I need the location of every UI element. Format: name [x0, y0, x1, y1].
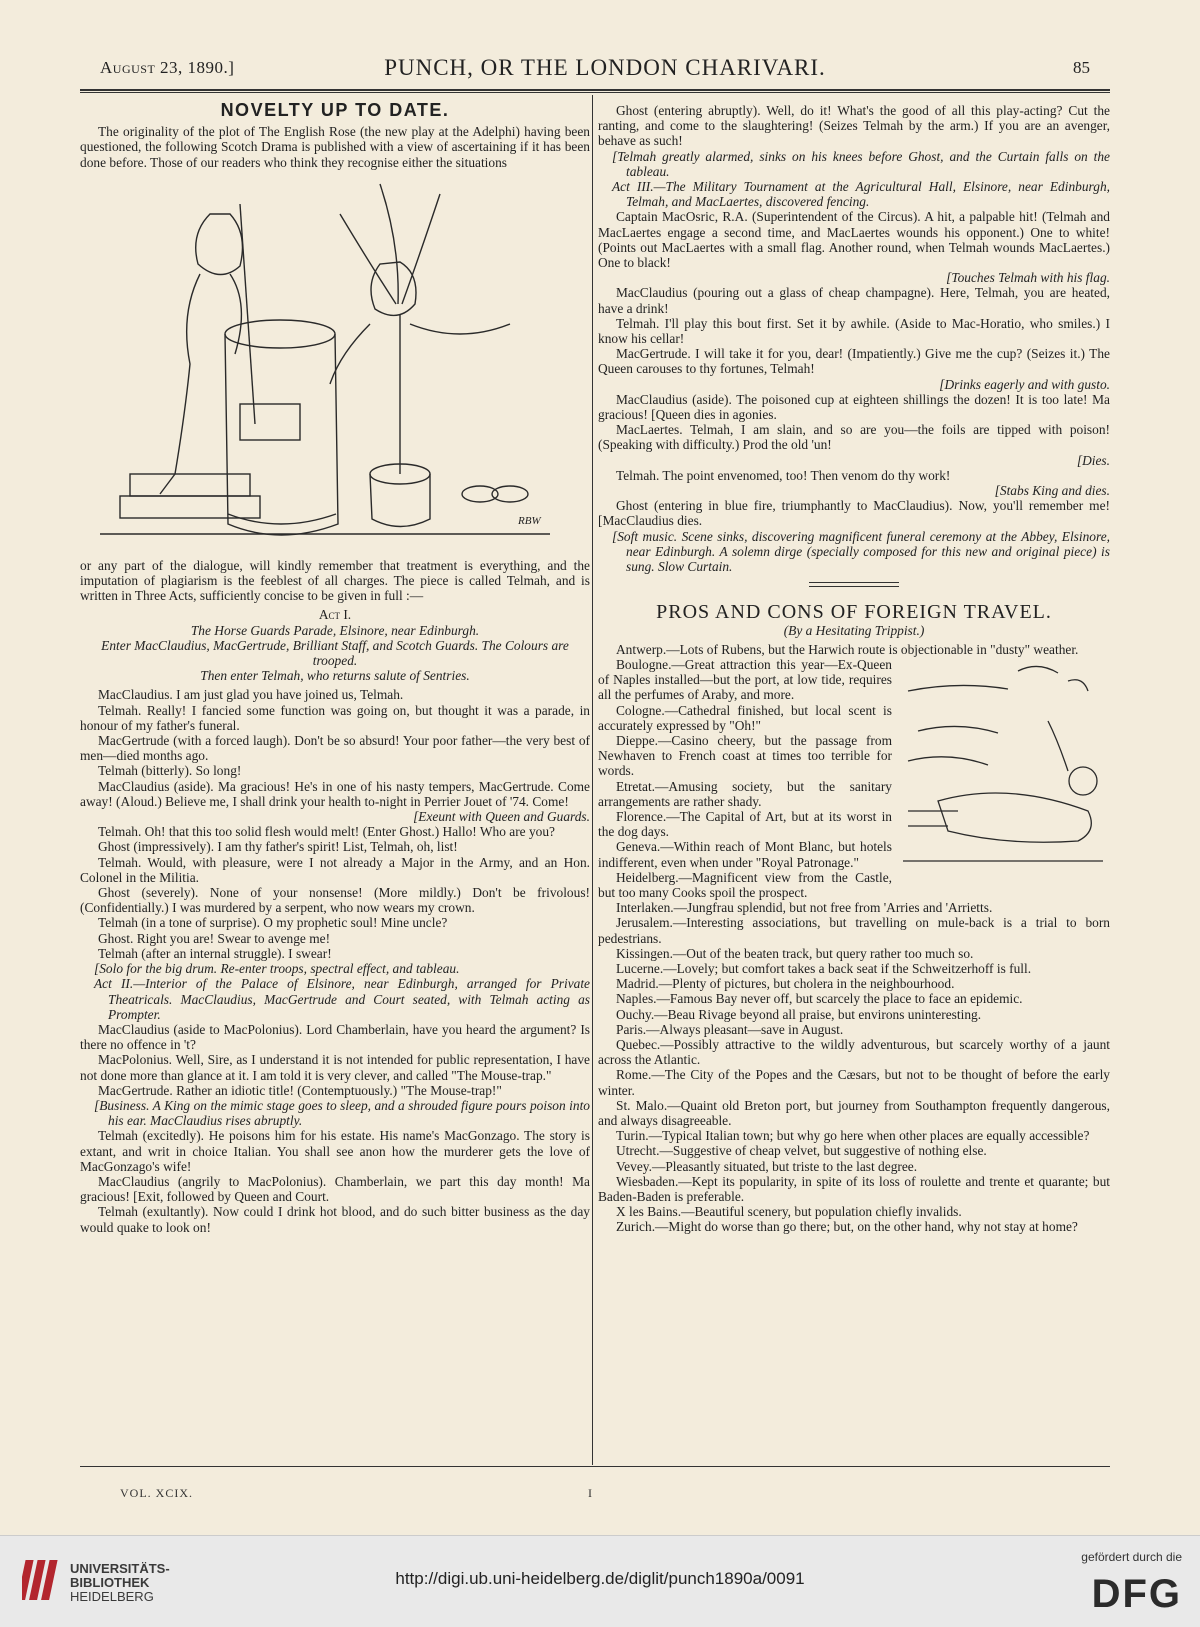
footer-volume: VOL. XCIX. — [120, 1486, 193, 1500]
travel-entry: Rome.—The City of the Popes and the Cæsars, but not to be thought of before the early winter. — [598, 1067, 1110, 1098]
travel-entry: Cologne.—Cathedral finished, but local scent is accurately expressed by "Oh!" — [598, 702, 892, 733]
act3-heading: Act III.—The Military Tournament at the Agricultural Hall, Elsinore, near Edinburgh, Telmah, and MacLaertes, discovered fencing. — [612, 179, 1110, 210]
illustration-signature: RBW — [518, 514, 541, 527]
fencing-scene-illustration — [80, 174, 590, 552]
dialogue-line: MacClaudius (aside). The poisoned cup at eighteen shillings the dozen! It is too late! Ma gracious! [Queen dies in agonies. — [598, 391, 1110, 423]
dialogue-line: Ghost (impressively). I am thy father's spirit! List, Telmah, oh, list! — [98, 839, 458, 855]
traveller-svg — [898, 661, 1110, 871]
left-column — [80, 95, 590, 1465]
dialogue-line: Telmah (excitedly). He poisons him for his estate. His name's MacGonzago. The story is extant, and writ in choice Italian. You shall see anon how the murderer gets the love of MacGonzago's wife! — [80, 1128, 590, 1174]
travel-entry: Madrid.—Plenty of pictures, but cholera in the neighbourhood. — [616, 976, 955, 992]
header-date: August 23, 1890.] — [100, 58, 235, 77]
dialogue-line: MacLaertes. Telmah, I am slain, and so are you—the foils are tipped with poison! (Speaking with difficulty.) Prod the old 'un! — [598, 422, 1110, 453]
act1-scene: The Horse Guards Parade, Elsinore, near Edinburgh. — [190, 622, 480, 638]
dialogue-line: Ghost (entering in blue fire, triumphantly to MacClaudius). Now, you'll remember me! [MacClaudius dies. — [598, 498, 1110, 529]
dialogue-line: MacPolonius. Well, Sire, as I understand it is not intended for public representation, I have not done more than glance at it. I am told it is very clever, and called "The Mouse-trap." — [80, 1052, 590, 1083]
travel-entry: Paris.—Always pleasant—save in August. — [616, 1021, 844, 1037]
travel-entry: Turin.—Typical Italian town; but why go here when other places are equally accessible? — [616, 1128, 1090, 1144]
dialogue-line: Telmah. Oh! that this too solid flesh would melt! (Enter Ghost.) Hallo! Who are you? — [98, 824, 555, 840]
travel-entry: Ouchy.—Beau Rivage beyond all praise, but environs uninteresting. — [616, 1006, 982, 1022]
stage-direction: [Dies. — [1076, 452, 1110, 468]
stage-direction: [Business. A King on the mimic stage goes to sleep, and a shrouded figure pours poison into his ear. MacClaudius rises abruptly. — [94, 1097, 590, 1129]
dialogue-line: Telmah. I'll play this bout first. Set it by awhile. (Aside to Mac-Horatio, who smiles.) I know his cellar! — [598, 315, 1110, 347]
travel-entry: Boulogne.—Great attraction this year—Ex-Queen of Naples installed—but the port, at low tide, requires all the perfumes of Araby, and more. — [598, 656, 892, 703]
stage-direction: [Soft music. Scene sinks, discovering magnificent funeral ceremony at the Abbey, Elsinore, near Edinburgh. A solemn dirge (specially composed for this new and original piece) is sung. Slow Curtain. — [612, 528, 1110, 575]
dialogue-line: Telmah (bitterly). So long! — [98, 763, 242, 779]
travel-entry: Vevey.—Pleasantly situated, but triste to the last degree. — [616, 1158, 918, 1174]
article-title-novelty: NOVELTY UP TO DATE. — [220, 100, 450, 120]
footer-rule — [80, 1466, 1110, 1467]
dialogue-line: Ghost (entering abruptly). Well, do it! What's the good of all this play-acting? Cut the ranting, and come to the slaughtering! (Seizes Telmah by the arm.) If you are an avenger, behave as such! — [598, 103, 1110, 149]
dialogue-line: MacGertrude (with a forced laugh). Don't be so absurd! Your poor father—the very best of men—died months ago. — [80, 733, 590, 764]
dialogue-line: Captain MacOsric, R.A. (Superintendent of the Circus). A hit, a palpable hit! (Telmah and MacLaertes engage a second time, and MacLaertes wounds his opponent.) One to white! (Points out MacLaertes with a small flag. Another round, when Telmah wounds MacLaertes.) One to black! — [598, 209, 1110, 271]
article-title-foreign-travel: PROS AND CONS OF FOREIGN TRAVEL. — [656, 601, 1052, 624]
travel-entry: Jerusalem.—Interesting associations, but travelling on mule-back is a trial to born pedestrians. — [598, 915, 1110, 946]
dialogue-line: MacClaudius (pouring out a glass of cheap champagne). Here, Telmah, you are heated, have a drink! — [598, 285, 1110, 316]
travel-entry: Naples.—Famous Bay never off, but scarcely the place to face an epidemic. — [616, 991, 1023, 1007]
stage-direction: [Drinks eagerly and with gusto. — [939, 376, 1110, 392]
travel-entry: Antwerp.—Lots of Rubens, but the Harwich route is objectionable in "dusty" weather. — [616, 641, 1079, 657]
fencing-scene-svg — [80, 174, 590, 552]
dialogue-line: Ghost. Right you are! Swear to avenge me! — [98, 930, 331, 946]
dialogue-line: Telmah (exultantly). Now could I drink hot blood, and do such bitter business as the day would quake to look on! — [80, 1204, 590, 1235]
travel-entry: Wiesbaden.—Kept its popularity, in spite of its loss of roulette and trente et quarante; but Baden-Baden is preferable. — [598, 1173, 1110, 1205]
act2-heading: Act II.—Interior of the Palace of Elsinore, near Edinburgh, arranged for Private Theatricals. MacClaudius, MacGertrude and Court seated, with Telmah acting as Prompter. — [94, 976, 590, 1022]
funded-by-label: gefördert durch die — [1081, 1550, 1182, 1564]
dialogue-line: MacGertrude. Rather an idiotic title! (Contemptuously.) "The Mouse-trap!" — [98, 1082, 502, 1098]
stage-direction: [Touches Telmah with his flag. — [946, 270, 1110, 286]
dialogue-line: MacGertrude. I will take it for you, dear! (Impatiently.) Give me the cup? (Seizes it.) The Queen carouses to thy fortunes, Telmah! — [598, 346, 1110, 377]
permalink-url[interactable]: http://digi.ub.uni-heidelberg.de/diglit/punch1890a/0091 — [395, 1569, 805, 1588]
act1-enter: Enter MacClaudius, MacGertrude, Brilliant Staff, and Scotch Guards. The Colours are trooped. — [101, 637, 569, 669]
dialogue-line: Telmah. Really! I fancied some function was going on, but thought it was a parade, in honour of my father's funeral. — [80, 702, 590, 733]
travel-entry: Utrecht.—Suggestive of cheap velvet, but suggestive of nothing else. — [616, 1143, 987, 1159]
stage-direction: [Solo for the big drum. Re-enter troops, spectral effect, and tableau. — [94, 961, 460, 977]
footer-signature-mark: I — [588, 1486, 592, 1500]
travel-entry: Zurich.—Might do worse than go there; but, on the other hand, why not stay at home? — [616, 1219, 1078, 1235]
dialogue-line: MacClaudius (angrily to MacPolonius). Chamberlain, we part this day month! Ma gracious! [Exit, followed by Queen and Court. — [80, 1173, 590, 1205]
dialogue-line: Telmah. The point envenomed, too! Then venom do thy work! — [616, 467, 951, 483]
stage-direction: [Telmah greatly alarmed, sinks on his knees before Ghost, and the Curtain falls on the tableau. — [612, 148, 1110, 179]
dialogue-line: Ghost (severely). None of your nonsense! (More mildly.) Don't be frivolous! (Confidentially.) I was murdered by a serpent, who now wears my crown. — [80, 885, 590, 916]
travel-entry: St. Malo.—Quaint old Breton port, but journey from Southampton frequently dangerous, and always disagreeable. — [598, 1097, 1110, 1128]
header-page-number: 85 — [1073, 58, 1090, 77]
article-byline: (By a Hesitating Trippist.) — [783, 622, 925, 638]
travel-entry: Heidelberg.—Magnificent view from the Castle, but too many Cooks spoil the prospect. — [598, 869, 892, 900]
traveller-illustration — [898, 661, 1110, 871]
header-rule-thin — [80, 92, 1110, 93]
dialogue-line: Telmah (after an internal struggle). I swear! — [98, 945, 332, 961]
header-title: PUNCH, OR THE LONDON CHARIVARI. — [384, 55, 826, 80]
dfg-logo: DFG — [1091, 1572, 1182, 1616]
travel-entry: Lucerne.—Lovely; but comfort takes a back seat if the Schweitzerhoff is full. — [616, 960, 1032, 976]
stage-direction: [Stabs King and dies. — [994, 483, 1110, 499]
library-line-1: UNIVERSITÄTS- — [70, 1561, 170, 1576]
digitization-bar — [0, 1535, 1200, 1627]
dialogue-line: Telmah. Would, with pleasure, were I not already a Major in the Army, and an Hon. Colonel in the Militia. — [80, 854, 590, 885]
act1-enter-2: Then enter Telmah, who returns salute of Sentries. — [200, 668, 470, 684]
header-rule — [80, 89, 1110, 91]
travel-entry: Florence.—The Capital of Art, but at its worst in the dog days. — [598, 808, 892, 840]
act1-heading: Act I. — [318, 607, 352, 623]
dialogue-line: MacClaudius (aside to MacPolonius). Lord Chamberlain, have you heard the argument? Is there no offence in 't? — [80, 1021, 590, 1053]
right-column — [598, 95, 1110, 1465]
dialogue-line: Telmah (in a tone of surprise). O my prophetic soul! Mine uncle? — [98, 915, 448, 931]
travel-entry: Etretat.—Amusing society, but the sanitary arrangements are rather shady. — [598, 778, 892, 809]
library-line-2: BIBLIOTHEK — [70, 1575, 150, 1590]
travel-entry: Kissingen.—Out of the beaten track, but query rather too much so. — [616, 945, 974, 961]
intro-paragraph: The originality of the plot of The English Rose (the new play at the Adelphi) having been questioned, the following Scotch Drama is published with a view of ascertaining if it has been done before. Those of our readers who think they recognise either the situations — [80, 124, 590, 170]
travel-entry: Geneva.—Within reach of Mont Blanc, but hotels indifferent, even when under "Royal Patronage." — [598, 839, 892, 870]
library-line-3: HEIDELBERG — [70, 1589, 154, 1604]
dialogue-line: MacClaudius (aside). Ma gracious! He's in one of his nasty tempers, MacGertrude. Come away! (Aloud.) Believe me, I shall drink your health to-night in Perrier Jouet of '74. Come! — [80, 778, 590, 809]
dialogue-line: MacClaudius. I am just glad you have joined us, Telmah. — [98, 687, 404, 703]
stage-direction: [Exeunt with Queen and Guards. — [413, 809, 590, 825]
travel-entry: X les Bains.—Beautiful scenery, but population chiefly invalids. — [616, 1204, 962, 1220]
travel-entry: Interlaken.—Jungfrau splendid, but not free from 'Arries and 'Arrietts. — [616, 900, 993, 916]
column-divider — [592, 95, 593, 1465]
travel-entry: Dieppe.—Casino cheery, but the passage from Newhaven to French coast at times too terrible for words. — [598, 732, 892, 779]
after-image-paragraph: or any part of the dialogue, will kindly remember that treatment is everything, and the imputation of plagiarism is the feeblest of all charges. The piece is called Telmah, and is written in Three Acts, sufficiently concise to be given in full :— — [80, 557, 590, 604]
travel-entry: Quebec.—Possibly attractive to the wildly adventurous, but scarcely worthy of a jaunt across the Atlantic. — [598, 1036, 1110, 1068]
section-separator — [809, 582, 899, 587]
